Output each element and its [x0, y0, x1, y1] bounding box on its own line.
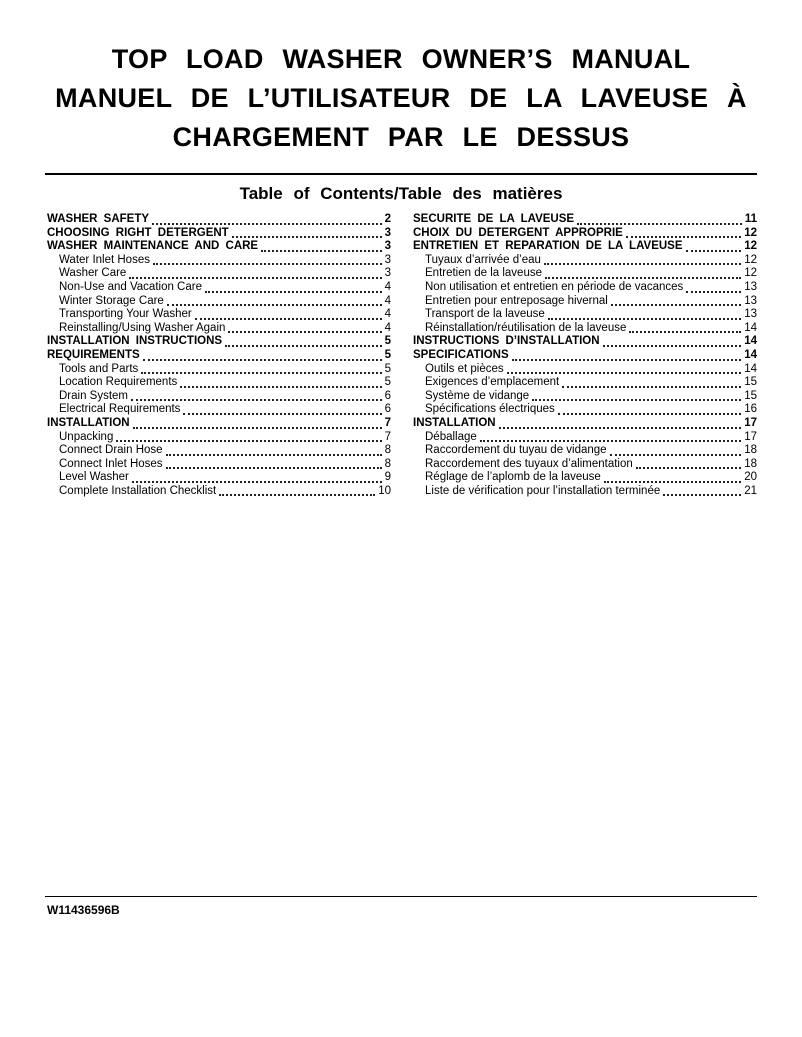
toc-entry-label: SÉCURITÉ DE LA LAVEUSE	[413, 213, 575, 225]
toc-dot-leader	[512, 359, 742, 361]
toc-entry-label: Raccordement des tuyaux d’alimentation	[425, 457, 633, 470]
toc-entry-label: Electrical Requirements	[59, 403, 181, 416]
toc-entry-label: Réglage de l’aplomb de la laveuse	[425, 471, 601, 484]
page-title-line-3: CHARGEMENT PAR LE DESSUS	[172, 122, 630, 152]
toc-dot-leader	[143, 359, 382, 361]
toc-entry	[47, 295, 391, 309]
toc-entry-page: 12	[744, 226, 757, 239]
toc-entry-page: 7	[384, 430, 391, 443]
toc-entry	[47, 417, 391, 431]
toc-entry-page: 12	[744, 240, 757, 253]
toc-entry-label: Drain System	[59, 389, 129, 402]
toc-entry	[413, 431, 757, 445]
toc-entry	[47, 458, 391, 472]
toc-entry-page: 5	[384, 348, 391, 361]
toc-entry-page: 9	[384, 471, 391, 484]
toc-entry	[47, 444, 391, 458]
toc-entry-page: 18	[744, 444, 757, 457]
toc-entry	[47, 308, 391, 322]
toc-entry-label: Spécifications électriques	[425, 403, 555, 416]
toc-entry	[47, 227, 391, 241]
toc-entry-page: 11	[744, 213, 757, 225]
toc-dot-leader	[610, 454, 742, 456]
toc-entry-page: 17	[744, 416, 757, 429]
toc-dot-leader	[228, 331, 381, 333]
toc-entry-page: 6	[384, 389, 391, 402]
toc-entry	[413, 227, 757, 241]
toc-dot-leader	[205, 291, 382, 293]
toc-dot-leader	[480, 440, 741, 442]
toc-entry-label: Entretien de la laveuse	[425, 267, 542, 280]
toc-entry	[47, 267, 391, 281]
toc-entry-page: 20	[744, 471, 757, 484]
toc-dot-leader	[686, 250, 742, 252]
toc-entry-page: 14	[744, 362, 757, 375]
toc-entry-page: 12	[744, 267, 757, 280]
toc-entry	[413, 444, 757, 458]
toc-entry-page: 4	[384, 321, 391, 334]
toc-dot-leader	[152, 223, 382, 225]
toc-entry-label: INSTRUCTIONS D’INSTALLATION	[413, 335, 600, 348]
toc-entry	[413, 390, 757, 404]
toc-entry	[413, 267, 757, 281]
toc-entry-label: Liste de vérification pour l’installation terminée	[425, 484, 661, 497]
toc-entry-page: 10	[378, 484, 391, 497]
toc-entry-label: CHOIX DU DÉTERGENT APPROPRIÉ	[413, 226, 623, 239]
toc-entry-page: 2	[384, 213, 391, 225]
toc-entry-label: Location Requirements	[59, 376, 178, 389]
toc-entry-label: Non utilisation et entretien en période de vacances	[425, 280, 684, 293]
toc-entry-label: Winter Storage Care	[59, 294, 164, 307]
toc-entry	[413, 403, 757, 417]
toc-dot-leader	[499, 427, 742, 429]
toc-entry-label: Tuyaux d’arrivée d’eau	[425, 253, 541, 266]
toc-dot-leader	[636, 467, 741, 469]
toc-entry-label: INSTALLATION INSTRUCTIONS	[47, 335, 223, 348]
toc-dot-leader	[129, 277, 381, 279]
toc-entry-label: Level Washer	[59, 471, 129, 484]
toc-dot-leader	[232, 236, 382, 238]
toc-entry-label: Transport de la laveuse	[425, 308, 545, 321]
toc-entry-label: Complete Installation Checklist	[59, 484, 217, 497]
toc-dot-leader	[131, 399, 382, 401]
toc-entry-page: 7	[384, 416, 391, 429]
toc-entry	[47, 240, 391, 254]
toc-entry-label: CHOOSING RIGHT DETERGENT	[47, 226, 229, 239]
toc-entry-page: 15	[744, 389, 757, 402]
toc-dot-leader	[195, 318, 382, 320]
top-divider	[45, 173, 757, 175]
toc-entry-page: 5	[384, 376, 391, 389]
toc-dot-leader	[532, 399, 741, 401]
toc-entry	[413, 458, 757, 472]
toc-column-english	[47, 213, 391, 498]
toc-entry	[47, 471, 391, 485]
toc-entry-page: 18	[744, 457, 757, 470]
toc-entry-page: 4	[384, 308, 391, 321]
toc-entry-page: 5	[384, 335, 391, 348]
toc-entry	[47, 322, 391, 336]
footer-part-number: W11436596B	[47, 903, 120, 917]
toc-entry	[47, 485, 391, 499]
toc-entry	[413, 363, 757, 377]
toc-entry-label: Water Inlet Hoses	[59, 253, 150, 266]
toc-dot-leader	[562, 386, 741, 388]
toc-entry	[413, 295, 757, 309]
toc-entry	[47, 403, 391, 417]
toc-entry	[413, 471, 757, 485]
toc-entry-page: 3	[384, 240, 391, 253]
toc-entry-label: Connect Drain Hose	[59, 444, 163, 457]
toc-entry-label: REQUIREMENTS	[47, 348, 140, 361]
toc-dot-leader	[603, 345, 742, 347]
toc-entry-label: INSTALLATION	[47, 416, 130, 429]
page-title	[0, 40, 802, 157]
toc-entry	[413, 213, 757, 227]
toc-entry	[413, 322, 757, 336]
toc-entry	[47, 281, 391, 295]
toc-entry-page: 8	[384, 444, 391, 457]
toc-entry	[413, 417, 757, 431]
toc-entry-label: WASHER SAFETY	[47, 213, 150, 225]
page-title-line-1: TOP LOAD WASHER OWNER’S MANUAL	[111, 44, 691, 74]
toc-entry	[413, 349, 757, 363]
toc-dot-leader	[153, 263, 382, 265]
toc-entry	[47, 213, 391, 227]
toc-entry	[413, 254, 757, 268]
toc-dot-leader	[166, 467, 382, 469]
toc-entry-label: Outils et pièces	[425, 362, 504, 375]
toc-entry	[47, 349, 391, 363]
toc-entry	[413, 240, 757, 254]
toc-dot-leader	[132, 481, 382, 483]
toc-entry-label: Reinstalling/Using Washer Again	[59, 321, 226, 334]
toc-dot-leader	[558, 413, 741, 415]
toc-entry-label: Exigences d’emplacement	[425, 376, 560, 389]
toc-entry-page: 14	[744, 335, 757, 348]
toc-entry	[413, 376, 757, 390]
toc-entry-page: 13	[744, 280, 757, 293]
toc-entry	[47, 254, 391, 268]
toc-entry-page: 5	[384, 362, 391, 375]
toc-dot-leader	[626, 236, 741, 238]
toc-dot-leader	[548, 318, 741, 320]
toc-entry-label: ENTRETIEN ET RÉPARATION DE LA LAVEUSE	[413, 240, 683, 253]
toc-entry-label: Tools and Parts	[59, 362, 139, 375]
toc-dot-leader	[141, 372, 381, 374]
toc-entry	[47, 431, 391, 445]
toc-entry-label: SPÉCIFICATIONS	[413, 348, 509, 361]
toc-entry-page: 8	[384, 457, 391, 470]
toc-entry-page: 21	[744, 484, 757, 497]
toc-entry-label: Transporting Your Washer	[59, 308, 192, 321]
toc-dot-leader	[133, 427, 382, 429]
toc-entry-page: 14	[744, 321, 757, 334]
toc-column-french	[413, 213, 757, 498]
toc-entry-page: 12	[744, 253, 757, 266]
toc-entry-page: 4	[384, 294, 391, 307]
toc-entry	[47, 363, 391, 377]
toc-entry-page: 14	[744, 348, 757, 361]
toc-heading: Table of Contents/Table des matières	[239, 184, 563, 203]
toc-entry-label: INSTALLATION	[413, 416, 496, 429]
toc-entry-label: Déballage	[425, 430, 477, 443]
toc-entry-label: WASHER MAINTENANCE AND CARE	[47, 240, 259, 253]
toc-entry	[47, 376, 391, 390]
toc-dot-leader	[166, 454, 382, 456]
toc-dot-leader	[544, 263, 741, 265]
toc-dot-leader	[604, 481, 741, 483]
toc-entry-label: Unpacking	[59, 430, 114, 443]
toc-dot-leader	[167, 304, 382, 306]
toc-entry	[413, 308, 757, 322]
toc-entry-page: 6	[384, 403, 391, 416]
toc-entry-page: 15	[744, 376, 757, 389]
toc-entry-label: Réinstallation/réutilisation de la laveuse	[425, 321, 627, 334]
toc-dot-leader	[225, 345, 382, 347]
toc-dot-leader	[663, 494, 741, 496]
toc-entry-label: Connect Inlet Hoses	[59, 457, 163, 470]
toc-dot-leader	[507, 372, 742, 374]
toc-dot-leader	[611, 304, 741, 306]
toc-dot-leader	[577, 223, 742, 225]
toc-dot-leader	[686, 291, 741, 293]
toc-entry	[413, 281, 757, 295]
toc-columns	[47, 213, 757, 498]
toc-dot-leader	[180, 386, 381, 388]
toc-entry-page: 17	[744, 430, 757, 443]
toc-dot-leader	[183, 413, 381, 415]
bottom-divider	[45, 896, 757, 897]
toc-entry-page: 3	[384, 267, 391, 280]
toc-entry-label: Système de vidange	[425, 389, 530, 402]
toc-entry	[413, 485, 757, 499]
toc-entry-page: 16	[744, 403, 757, 416]
toc-entry-page: 4	[384, 280, 391, 293]
toc-entry	[47, 390, 391, 404]
toc-dot-leader	[261, 250, 381, 252]
toc-entry-label: Entretien pour entreposage hivernal	[425, 294, 608, 307]
toc-dot-leader	[545, 277, 741, 279]
toc-dot-leader	[116, 440, 381, 442]
toc-entry-label: Raccordement du tuyau de vidange	[425, 444, 607, 457]
toc-entry-page: 13	[744, 294, 757, 307]
toc-entry-label: Washer Care	[59, 267, 127, 280]
toc-dot-leader	[629, 331, 741, 333]
toc-entry-page: 3	[384, 226, 391, 239]
toc-entry-label: Non-Use and Vacation Care	[59, 280, 202, 293]
toc-dot-leader	[219, 494, 375, 496]
toc-entry-page: 13	[744, 308, 757, 321]
page-title-line-2: MANUEL DE L’UTILISATEUR DE LA LAVEUSE À	[55, 83, 747, 113]
toc-entry	[47, 335, 391, 349]
toc-entry	[413, 335, 757, 349]
toc-entry-page: 3	[384, 253, 391, 266]
